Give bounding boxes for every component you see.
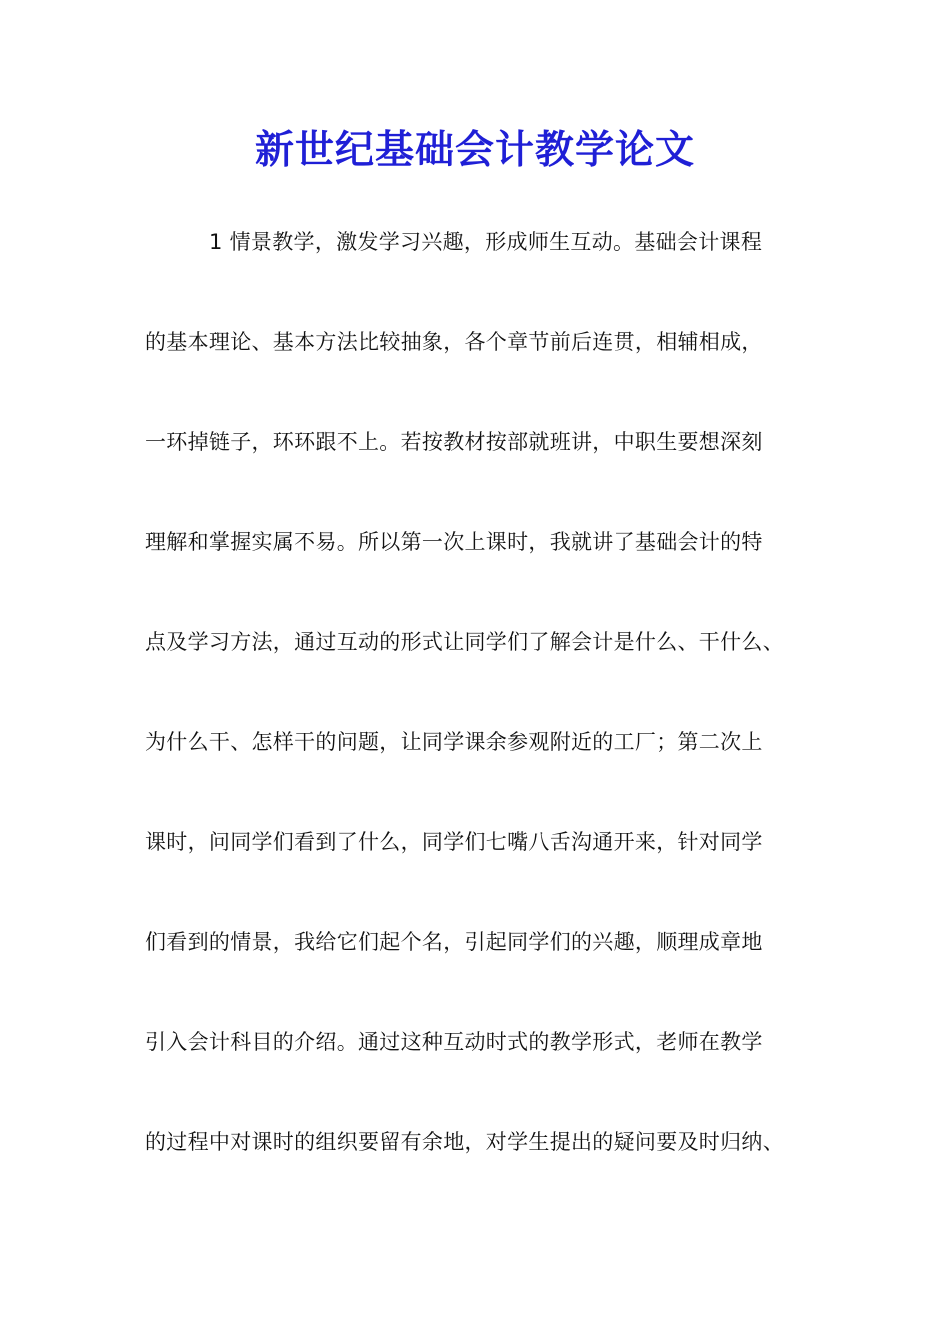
body-line: 课时，问同学们看到了什么，同学们七嘴八舌沟通开来，针对同学: [145, 830, 763, 854]
body-line: 引入会计科目的介绍。通过这种互动时式的教学形式，老师在教学: [145, 1030, 763, 1054]
body-line: 理解和掌握实属不易。所以第一次上课时，我就讲了基础会计的特: [145, 530, 763, 554]
body-line: 们看到的情景，我给它们起个名，引起同学们的兴趣，顺理成章地: [145, 930, 763, 954]
body-text: [145, 220, 825, 1220]
body-line: 的基本理论、基本方法比较抽象，各个章节前后连贯，相辅相成，: [145, 330, 763, 354]
body-line: 的过程中对课时的组织要留有余地，对学生提出的疑问要及时归纳、: [145, 1130, 784, 1154]
body-line: 一环掉链子，环环跟不上。若按教材按部就班讲，中职生要想深刻: [145, 430, 763, 454]
body-line: 为什么干、怎样干的问题，让同学课余参观附近的工厂；第二次上: [145, 730, 763, 754]
document-title: 新世纪基础会计教学论文: [254, 127, 695, 173]
body-line: 点及学习方法，通过互动的形式让同学们了解会计是什么、干什么、: [145, 630, 784, 654]
body-line: 1 情景教学，激发学习兴趣，形成师生互动。基础会计课程: [209, 230, 763, 254]
